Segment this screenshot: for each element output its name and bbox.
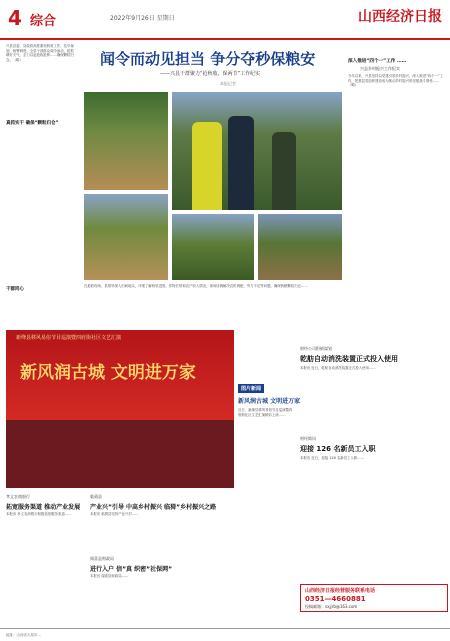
right-news-2-label: 财经简讯 (300, 436, 316, 441)
side-title: 深入推进“四个一”工作 …… (348, 59, 407, 64)
photo-harvest-3 (172, 214, 254, 280)
bottom-1-label: 孝义农商银行 (6, 494, 30, 499)
bottom-3-title: 进行入户 信”真 织密”社保网” (90, 566, 173, 573)
photo-news-label: 图片新闻 (238, 384, 264, 393)
byline: 本报记者 (220, 81, 236, 86)
ad-email: 投稿邮箱：sxjjrb@163.com (305, 604, 358, 609)
bottom-3-text: 本报讯 闻喜县财政局…… (90, 574, 129, 578)
right-news-1-label: 财经公司积极谋划 (300, 346, 332, 351)
bottom-2-text: 本报讯 临猗县坚持产业兴村…… (90, 512, 139, 516)
sub-heading-a: 真抓实干 确保“颗粒归仓” (6, 121, 59, 126)
section-name: 综合 (30, 14, 57, 29)
ad-title: 山西经济日报经营服务联系电话 (305, 588, 376, 594)
photo-news-headline: 新风润古城 文明进万家 (238, 398, 301, 405)
newspaper-logo: 山西经济日报 (358, 9, 442, 25)
ad-phone: 0351—4660881 (305, 595, 366, 603)
article-left-text: 兴县县委、县政府高度重视秋收工作，及早谋划，统筹调度，全县干部群众闻令而动，抢抓晴好天气，全力以赴抢收抢种……确保颗粒归仓。（略） (6, 44, 74, 62)
photo-performance (6, 330, 234, 488)
bottom-1-title: 拓宽服务渠道 推动产业发展 (6, 504, 81, 511)
issue-date: 2022年9月26日 星期日 (110, 15, 175, 22)
photo-officials (172, 92, 342, 210)
banner-slogan: 新风润古城 文明进万家 (20, 363, 196, 383)
banner-title: 新绛县移风易俗节目巡演暨四府街社区文艺汇演 (16, 335, 122, 341)
side-subtitle: 兴县乡村振兴工作纪实 (360, 66, 400, 71)
right-news-1-title: 乾舫自动消洗装置正式投入使用 (300, 355, 398, 363)
right-news-1-text: 本报讯 近日，乾舫自动消洗装置正式投入使用…… (300, 366, 376, 370)
right-news-2-title: 迎接 126 名新员工入职 (300, 445, 376, 453)
article-body-text: 在抢收现场，县领导深入田间地头，详细了解秋收进度、作物长势和农户收入情况，现场协调解决农机调配、劳力不足等问题，确保秋粮颗粒归仓…… (84, 284, 308, 288)
bottom-3-label: 闻喜县财政局 (90, 556, 114, 561)
page-number: 4 (8, 6, 22, 30)
bottom-2-label: 临猗县 (90, 494, 102, 499)
sub-heading-b: 干群同心 (6, 287, 24, 292)
masthead (0, 0, 450, 40)
contact-ad (300, 584, 448, 612)
right-news-2-text: 本报讯 近日，迎接 126 名新员工入职…… (300, 456, 364, 460)
main-headline: 闻令而动见担当 争分夺秒保粮安 (100, 50, 316, 68)
main-subhead: ——兴县干群聚力“抢秋收、保两节”工作纪实 (160, 71, 261, 77)
photo-harvest-1 (84, 92, 168, 190)
bottom-1-text: 本报讯 孝义农商银行积极拓宽服务渠道…… (6, 512, 72, 516)
photo-harvest-2 (84, 194, 168, 280)
side-article-text: 今年以来，兴县坚持以党建引领乡村振兴，深入推进“四个一”工作，把基层党组织建设成为推动乡村振兴的坚强战斗堡垒……（略） (348, 74, 444, 88)
photo-news-text: 近日，新绛县移风易俗节目巡演暨四府街社区文艺汇演精彩上演…… (238, 408, 293, 417)
photo-harvest-4 (258, 214, 342, 280)
bottom-2-title: 产业兴”引导 中高乡村振兴 临猗”乡村振兴之路 (90, 504, 217, 511)
page-footer: 地址：山西省太原市... (0, 628, 450, 640)
